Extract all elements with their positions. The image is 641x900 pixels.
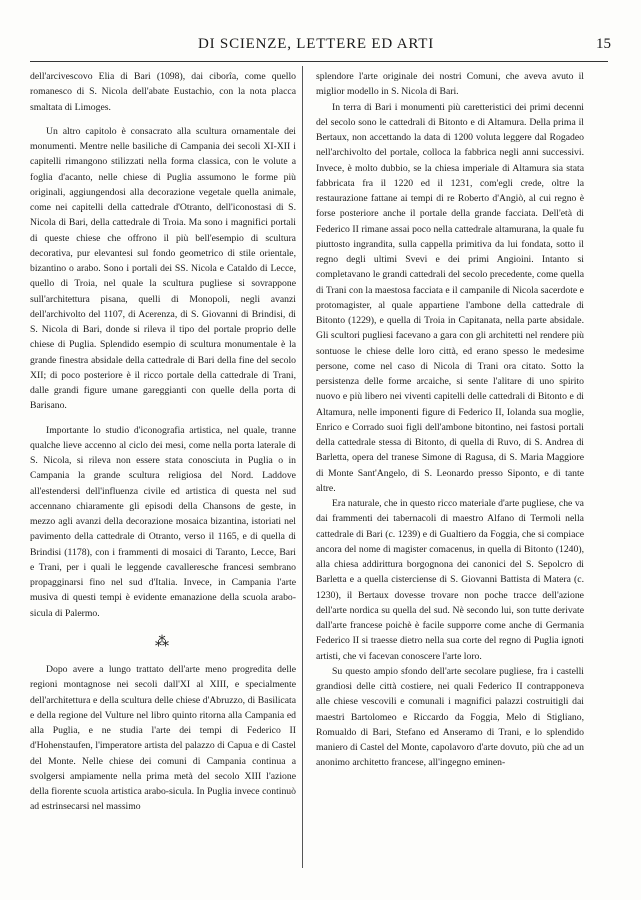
column-divider [302,66,303,868]
paragraph: Importante lo studio d'iconografia artistica, nel quale, tranne qualche lieve accenno al ciclo dei mesi, come nella porta laterale di S. Nicola, si rileva non essere stata conosciuta in Puglia o in Campania la grande scultura religiosa del Nord. Laddove all'estendersi dell'influenza civile ed artistica di questa nel sud accennano chiaramente gli episodi della Chansons de geste, in mezzo agli avanzi della decorazione mosaica bizantina, istoriati nel pavimento della cattedrale di Otranto, verso il 1165, e di quella di Brindisi (1178), con i frammenti di mosaici di Taranto, Lecce, Bari e Trani, per i quali le leggende cavalleresche francesi sembrano propagginarsi fino nel sud d'Italia. Invece, in Campania l'arte musiva di questi tempi è evidente emanazione della scuola arabo-sicula di Palermo. [30,424,296,619]
section-separator: ⁂ [155,634,171,650]
paragraph: Dopo avere a lungo trattato dell'arte meno progredita delle regioni montagnose nei secoli dall'XI al XIII, e specialmente dell'architettura e della scultura delle chiese d'Abruzzo, di Basilicata e della regione del Vulture nel libro quinto ritorna alla Campania ed alla Puglia, e ne studia l'arte dei tempi di Federico II d'Hohenstaufen, l'imperatore artista del palazzo di Capua e di Castel del Monte. Nelle chiese dei comuni di Campania continua a svolgersi ampiamente nella prima metà del secolo XIII l'azione della fiorente scuola artistica arabo-sicula. In Puglia invece continuò ad estrinsecarsi nel massimo [30,664,296,813]
running-title: DI SCIENZE, LETTERE ED ARTI [197,36,435,52]
paragraph: Un altro capitolo è consacrato alla scultura ornamentale dei monumenti. Mentre nelle basiliche di Campania dei secoli XI-XII i capitelli rimangono stilizzati nella forma classica, con le volute a foglia d'acanto, nelle chiese di Puglia assumono le forme più originali, aggiungendosi alla decorazione vegetale quella animale, come nei capitelli della cattedrale d'Otranto, dell'iconostasi di S. Nicola di Bari, della cattedrale di Troia. Ma sono i magnifici portali di queste chiese che offrono il più bell'esempio di scultura decorativa, pur elevantesi sul fondo geometrico di stile orientale, bizantino o arabo. Sono i portali dei SS. Nicola e Cataldo di Lecce, quello di Troia, nel quale la scultura pugliese si sovrappone sull'architettura pisana, quelli di Monopoli, negli avanzi dell'archivolto del 1107, di Acerenza, di S. Giovanni di Brindisi, di S. Nicola di Bari, donde si rileva il tipo del portale proprio delle chiese di Puglia. Splendido esempio di scultura monumentale è la grande finestra absidale della cattedrale di Bari della fine del secolo XII; di poco posteriore è il ricco portale della cattedrale di Trani, dalle grandi figure umane gareggianti con quelle della porta di Barisano. [30,125,296,412]
paragraph: dell'arcivescovo Elia di Bari (1098), dai ciborîa, come quello romanesco di S. Nicola dell'abate Eustachio, con la nota placca smaltata di Limoges. [30,71,296,113]
page-number: 15 [596,36,611,52]
paragraph: Su questo ampio sfondo dell'arte secolare pugliese, fra i castelli grandiosi delle città costiere, nei quali Federico II contrapponeva alle chiese vescovili e comunali i magnifici palazzi costruitigli dai maestri Bartolomeo e Riccardo da Foggia, Melo di Stigliano, Romualdo di Bari, Stefano ed Anseramo di Trani, e lo splendido maniero di Castel del Monte, capolavoro d'arte dovuto, più che ad un anonimo architetto francese, all'ingegno eminen- [316,665,584,769]
right-column [316,69,584,771]
left-column [30,69,296,815]
header-rule [30,61,608,62]
paragraph: splendore l'arte originale dei nostri Comuni, che aveva avuto il miglior modello in S. Nicola di Bari. [316,71,584,98]
paragraph: Era naturale, che in questo ricco materiale d'arte pugliese, che va dai frammenti dei tabernacoli di maestro Alfano di Termoli nella cattedrale di Bari (c. 1239) e di Gualtiero da Foggia, che si compiace ancora del nome di magister comacenus, in quella di Bitonto (1240), alla chiesa addirittura borgognona dei canonici del S. Sepolcro di Barletta e a quella cisterciense di S. Giovanni Battista di Matera (c. 1230), il Bertaux dovesse trovare non poche tracce dell'azione dell'arte nordica su quella del sud. Nè secondo lui, son tutte derivate dall'arte francese poichè è facile supporre come anche di Germania Federico II si traesse dietro nella sua corte del regno di Puglia ignoti artisti, che vi facevan conoscere l'arte loro. [316,498,584,662]
paragraph: In terra di Bari i monumenti più caretteristici dei primi decenni del secolo sono le cattedrali di Bitonto e di Altamura. Della prima il Bertaux, non accettando la data di 1200 voluta leggere dal Rogadeo nell'archivolto del portale, colloca la fabbrica negli anni successivi. Invece, è molto dubbio, se la chiesa imperiale di Altamura sia stata fabbricata fra il 1220 ed il 1231, com'egli crede, oltre la restaurazione fattane ai tempi di re Roberto d'Angiò, al cui regno è forse posteriore anche il portale della grande facciata. Dell'età di Federico II rimane assai poco nella cattedrale altamurana, la quale fu piuttosto ingrandita, sulla cappella primitiva da lui fondata, sotto il regno degli ultimi Svevi e dei primi Angioini. Intanto si completavano le grandi cattedrali del secolo precedente, come quella di Trani con la maestosa facciata e il campanile di Nicola sacerdote e protomagister, al quale appartiene l'ambone della cattedrale di Bitonto (1229), e quella di Troia in Capitanata, nella parte absidale. Gli scultori pugliesi facevano a gara con gli architetti nel rendere più sontuose le chiese delle loro città, ed erano spesso le medesime persone, come nel caso di Nicola di Trani ora citato. Sotto la persistenza delle forme arcaiche, si sente l'alitare di uno spirito nuovo e più libero nei viventi capitelli delle cattedrali di Bitonto e di Altamura, nelle imponenti figure di Federico II, Iolanda sua moglie, Enrico e Corrado suoi figli dell'ambone bitontino, nei fastosi portali della cattedrale stessa di Bitonto, di quella di Ruvo, di S. Andrea di Barletta, opera del tranese Simone di Ragusa, di S. Maria Maggiore di Monte Sant'Angelo, di S. Leonardo presso Siponto, e di tante altre. [316,101,584,494]
